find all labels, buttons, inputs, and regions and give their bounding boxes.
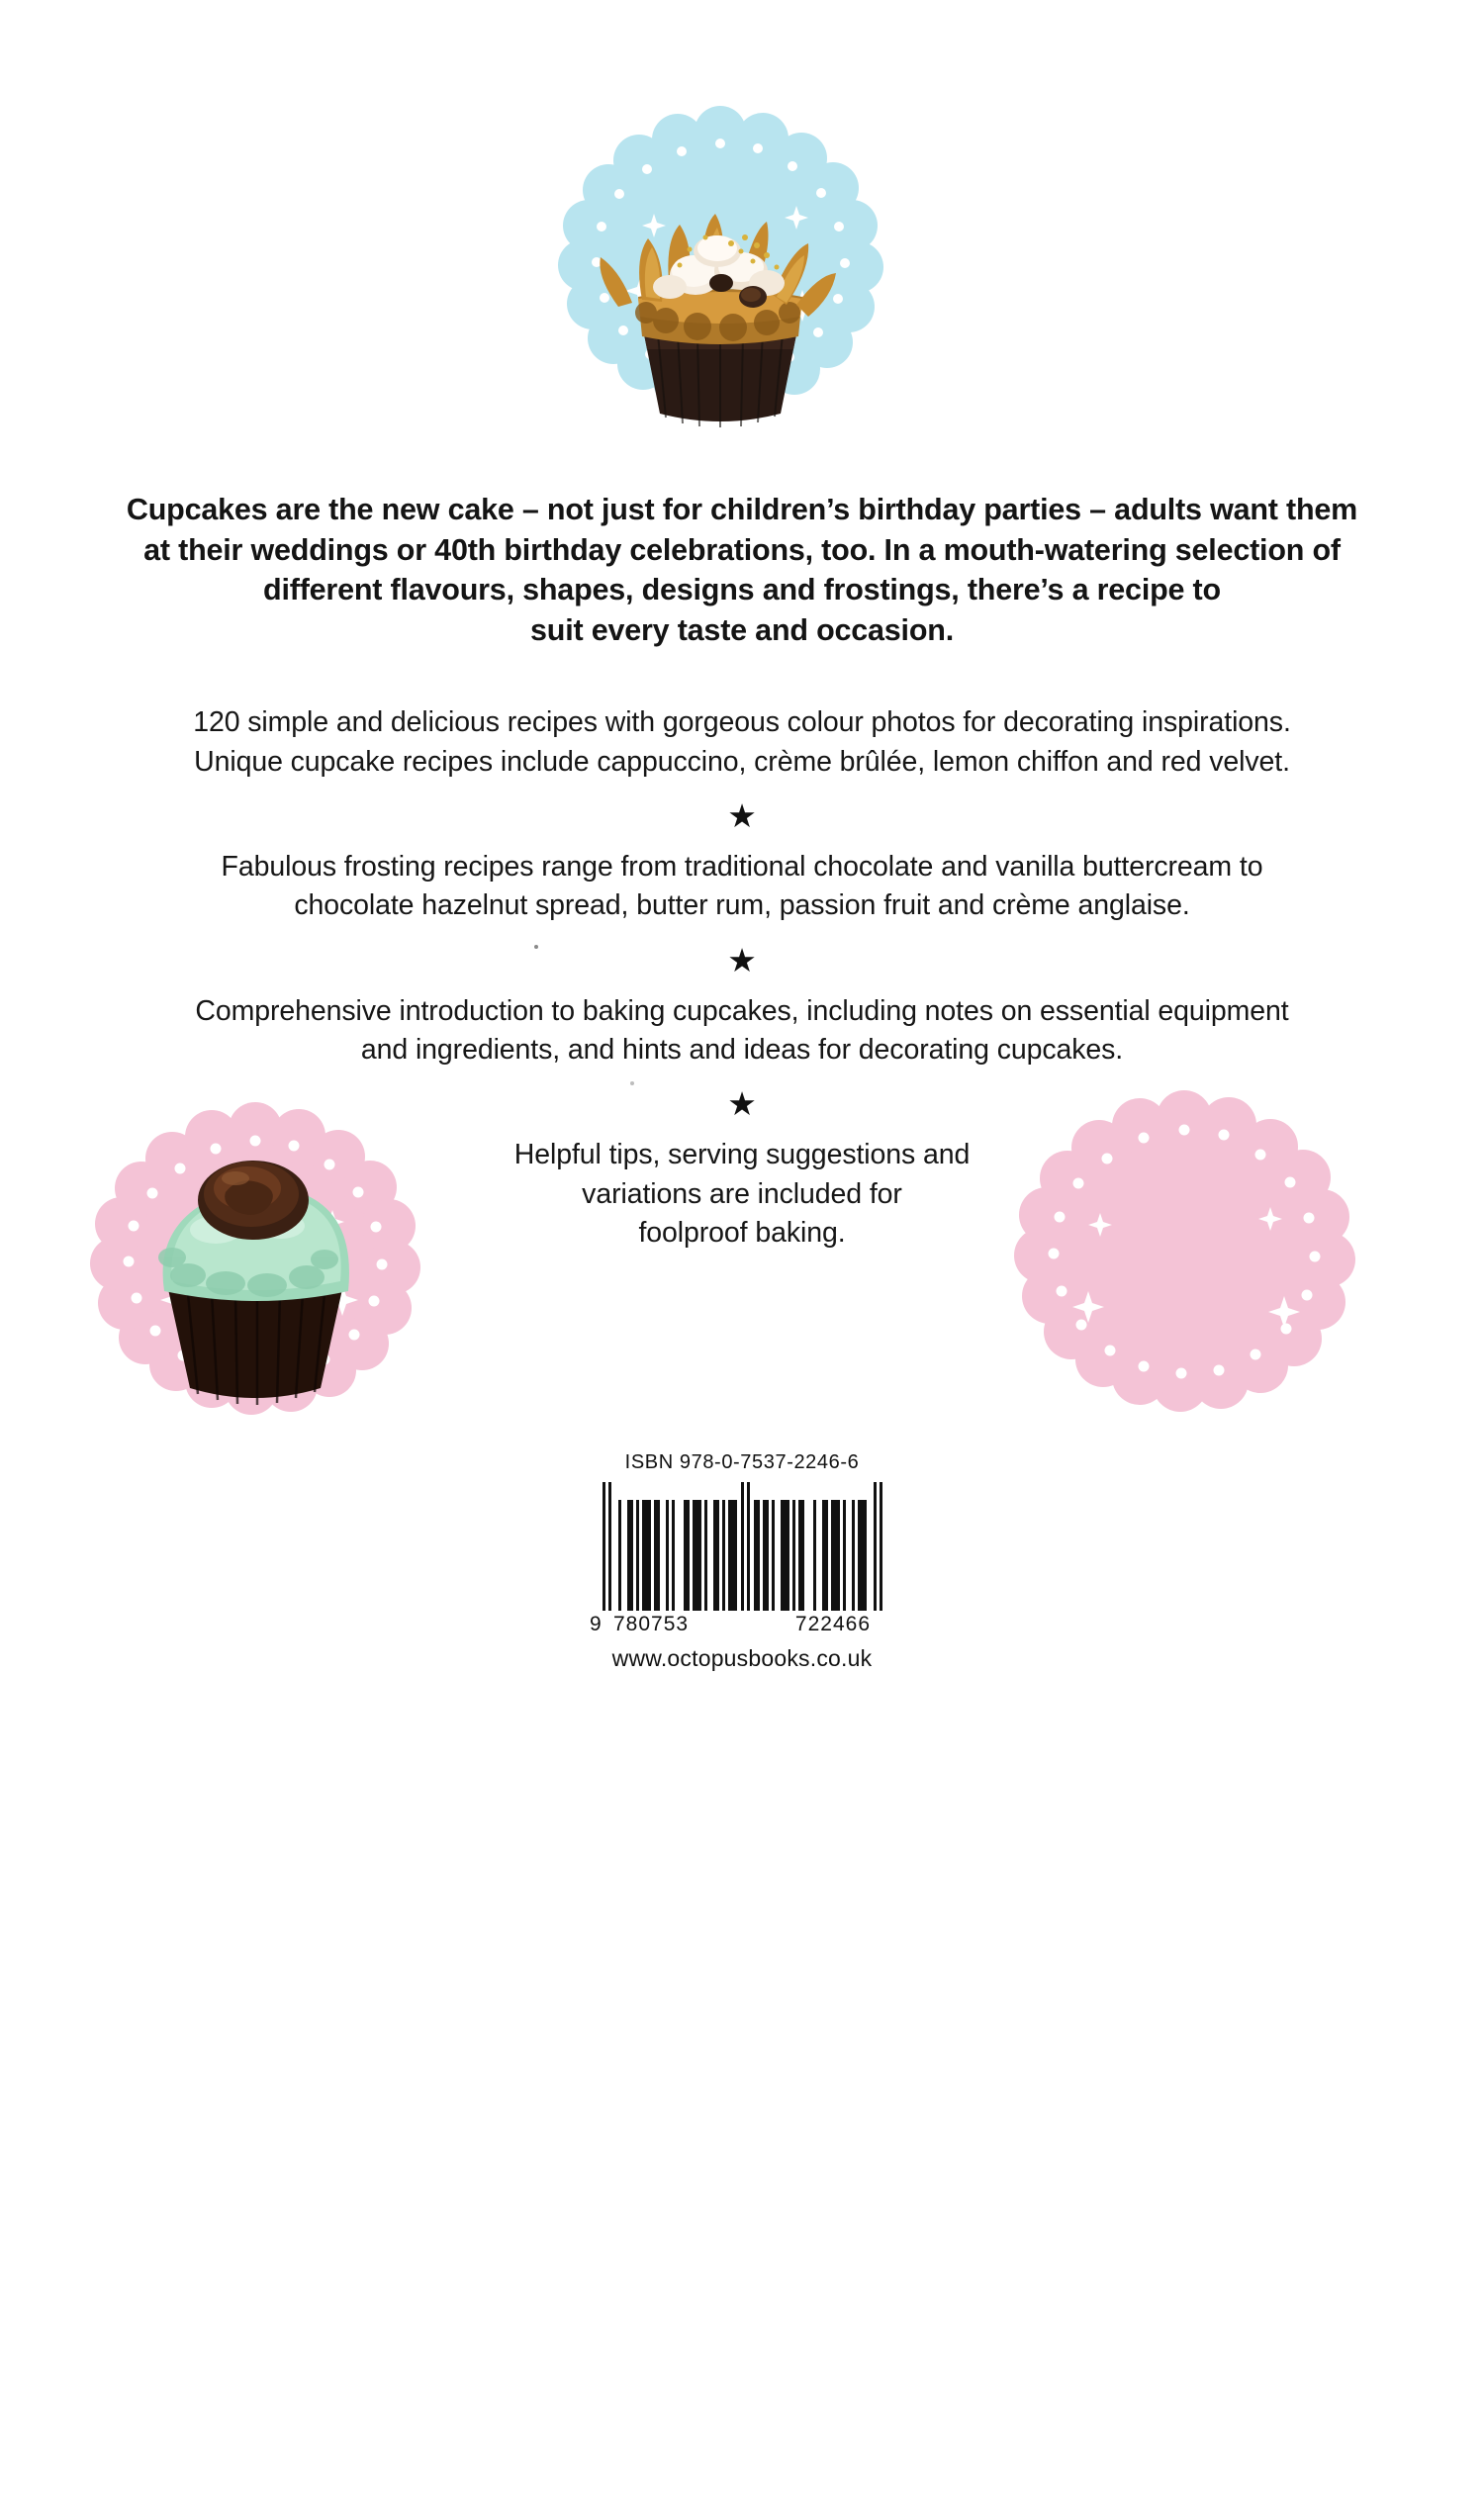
bottom-right-cupcake-image bbox=[1001, 1069, 1367, 1435]
tips-line-2: variations are included for bbox=[582, 1177, 902, 1210]
lede-line-4: suit every taste and occasion. bbox=[530, 612, 954, 647]
isbn-label: ISBN 978-0-7537-2246-6 bbox=[624, 1451, 860, 1473]
barcode-digits bbox=[590, 1613, 871, 1636]
frosting-paragraph bbox=[188, 848, 1296, 926]
publisher-website[interactable]: www.octopusbooks.co.uk bbox=[611, 1645, 873, 1671]
recipes-line-1: 120 simple and delicious recipes with gorgeous colour photos for decorating inspirations. bbox=[193, 706, 1291, 739]
lede-paragraph bbox=[99, 490, 1385, 650]
lede-line-2: at their weddings or 40th birthday celebrations, too. In a mouth-watering selection of bbox=[143, 532, 1341, 567]
intro-line-2: and ingredients, and hints and ideas for decorating cupcakes. bbox=[360, 1033, 1124, 1066]
bottom-left-cupcake-image bbox=[77, 1081, 433, 1438]
intro-line-1: Comprehensive introduction to baking cupcakes, including notes on essential equipment bbox=[195, 994, 1289, 1027]
pink-doily-right-icon bbox=[1001, 1069, 1367, 1435]
recipes-paragraph bbox=[148, 703, 1336, 782]
isbn-barcode-area bbox=[0, 1451, 1484, 1672]
print-speck bbox=[534, 945, 538, 949]
cupcake-photo-bottom-left bbox=[77, 1081, 433, 1438]
star-separator-2: ★ bbox=[727, 941, 757, 978]
print-speck-2 bbox=[630, 1081, 634, 1085]
recipes-line-2: Unique cupcake recipes include cappuccino, crème brûlée, lemon chiffon and red velvet. bbox=[194, 745, 1290, 778]
star-separator-3: ★ bbox=[727, 1085, 757, 1123]
barcode-lead-digit: 9 bbox=[590, 1613, 603, 1635]
tips-line-3: foolproof baking. bbox=[638, 1216, 846, 1249]
barcode-bars bbox=[603, 1482, 882, 1611]
cupcake-photo-top bbox=[547, 87, 893, 443]
lede-line-1: Cupcakes are the new cake – not just for children’s birthday parties – adults want them bbox=[126, 493, 1358, 526]
top-cupcake-image bbox=[547, 87, 893, 443]
barcode-digits-left: 780753 bbox=[613, 1613, 690, 1635]
frosting-line-2: chocolate hazelnut spread, butter rum, passion fruit and crème anglaise. bbox=[294, 889, 1190, 922]
lede-line-3: different flavours, shapes, designs and frostings, there’s a recipe to bbox=[263, 573, 1221, 607]
tips-line-1: Helpful tips, serving suggestions and bbox=[513, 1139, 971, 1171]
barcode-digits-right: 722466 bbox=[794, 1613, 871, 1635]
intro-paragraph bbox=[168, 992, 1316, 1070]
star-separator-1: ★ bbox=[727, 796, 757, 834]
tips-paragraph bbox=[465, 1136, 1019, 1253]
barcode bbox=[590, 1482, 882, 1635]
frosting-line-1: Fabulous frosting recipes range from traditional chocolate and vanilla buttercream to bbox=[221, 850, 1263, 883]
